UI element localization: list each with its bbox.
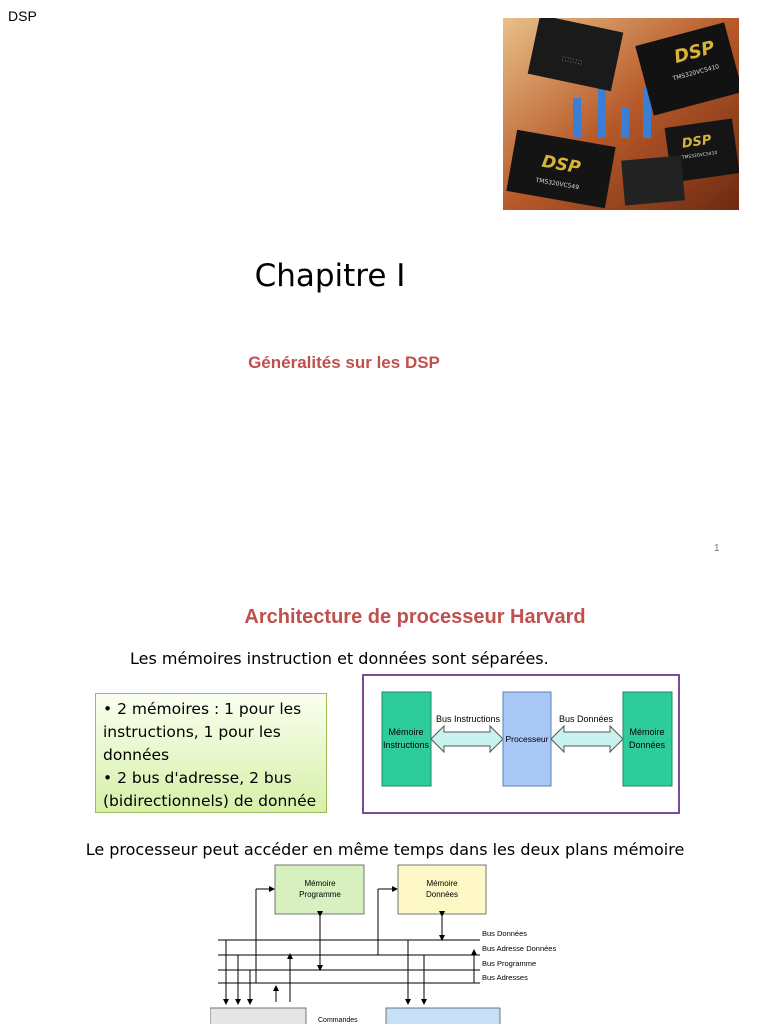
mem-data-box — [623, 692, 672, 786]
bullet-item: • 2 mémoires : 1 pour les instructions, 1 pour les données — [103, 700, 302, 764]
mem-instructions-label-2: Instructions — [382, 740, 430, 750]
harvard-diagram-svg — [364, 676, 678, 812]
mem-instructions-label-1: Mémoire — [388, 727, 424, 737]
chip-label-3: DSP — [540, 151, 582, 179]
unit-box-left — [210, 1008, 306, 1024]
mem-donnees-label-2: Données — [425, 890, 459, 899]
chapter-subtitle: Généralités sur les DSP — [248, 353, 440, 372]
mem-programme-label-2: Programme — [299, 890, 341, 899]
bus-instructions-label: Bus Instructions — [435, 714, 501, 724]
unit-box-right — [386, 1008, 500, 1024]
chapter-title: Chapitre I — [254, 258, 406, 294]
bus-donnees-label: Bus Données — [482, 929, 528, 938]
bus-data-label: Bus Données — [558, 714, 614, 724]
slide2-title: Architecture de processeur Harvard — [244, 606, 586, 628]
mem-programme-label-1: Mémoire — [304, 879, 336, 888]
chip-part-3: TMS320VC549 — [535, 176, 580, 192]
bus-programme-label: Bus Programme — [482, 959, 537, 968]
bus-data-arrow — [551, 726, 623, 752]
bullet-box — [95, 693, 327, 813]
harvard-diagram — [362, 674, 680, 814]
commandes-label: Commandes — [318, 1017, 358, 1024]
chip-part-2: TMS320VC5410 — [681, 150, 718, 161]
mem-donnees-label-1: Mémoire — [426, 879, 458, 888]
bus-instructions-arrow — [431, 726, 503, 752]
chip-label-2: DSP — [680, 132, 713, 152]
dsp-chips-image — [503, 18, 739, 210]
bus-adresses-label: Bus Adresses — [482, 973, 528, 982]
slide2-intro: Les mémoires instruction et données sont séparées. — [130, 649, 549, 668]
processor-label: Processeur — [505, 734, 549, 744]
page-number: 1 — [714, 543, 720, 554]
svg-text:::::::::: :::::::: — [560, 53, 584, 67]
chip-label-1: DSP — [671, 37, 718, 68]
bus-diagram — [210, 862, 610, 1024]
chip-part-1: TMS320VC5410 — [672, 63, 720, 83]
slide2-caption: Le processeur peut accéder en même temps dans les deux plans mémoire — [85, 840, 685, 859]
mem-data-label-2: Données — [628, 740, 666, 750]
bullet-item: • 2 bus d'adresse, 2 bus (bidirectionnels) de donnée — [103, 769, 317, 810]
mem-data-label-1: Mémoire — [629, 727, 665, 737]
mem-instructions-box — [382, 692, 431, 786]
header-label: DSP — [8, 8, 37, 24]
bus-adresse-donnees-label: Bus Adresse Données — [482, 944, 557, 953]
